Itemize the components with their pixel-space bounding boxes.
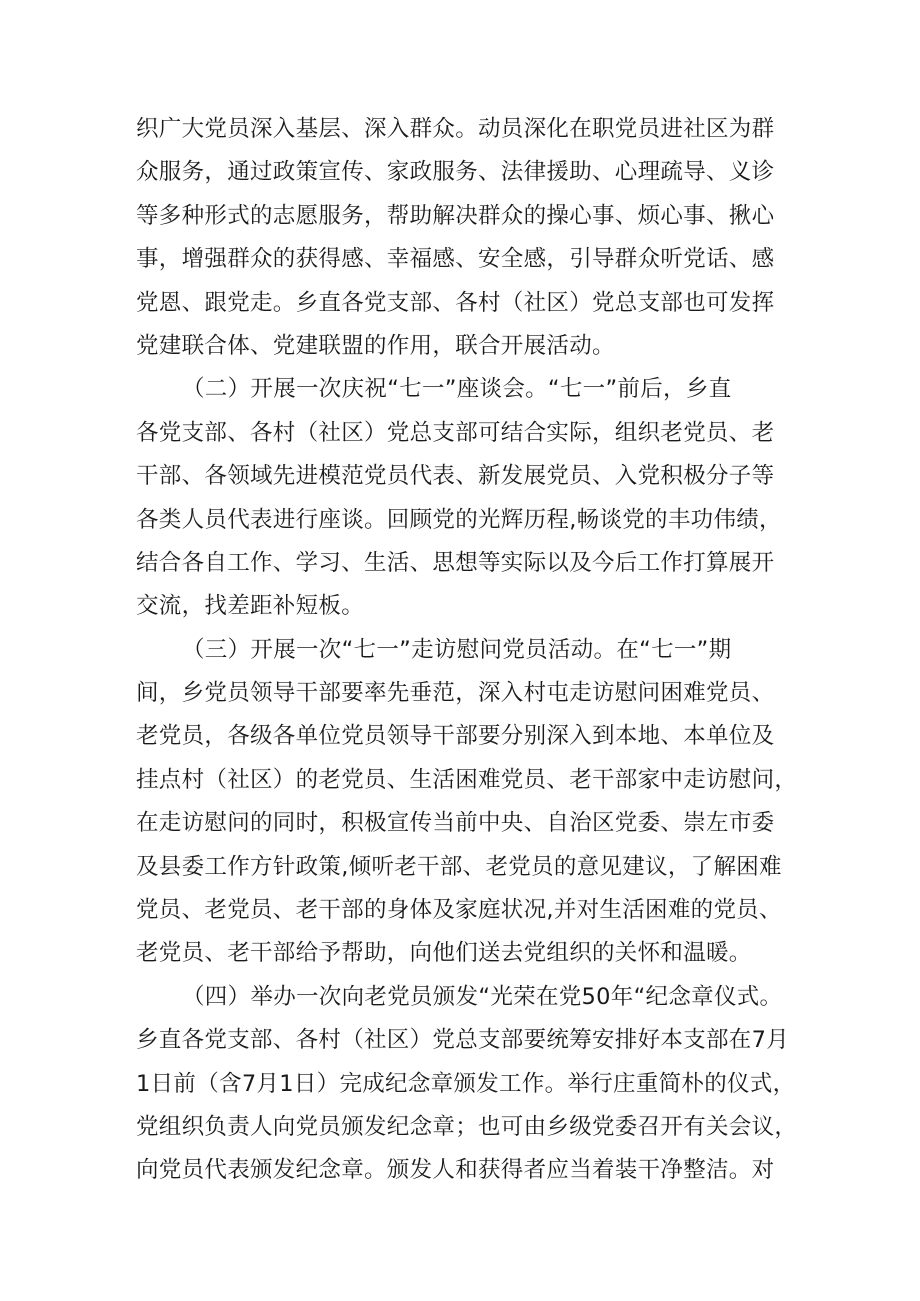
text-line: 党建联合体、党建联盟的作用，联合开展活动。 [136,332,615,359]
text-line: 各党支部、各村（社区）党总支部可结合实际，组织老党员、老 [136,419,775,446]
document-body [136,108,796,1193]
text-line: 众服务，通过政策宣传、家政服务、法律援助、心理疏导、义诊 [136,159,775,186]
text-line: 交流，找差距补短板。 [136,593,365,620]
section-heading-line: （四）举办一次向老党员颁发“光荣在党50年“纪念章仪式。 [182,983,783,1010]
text-line: 干部、各领域先进模范党员代表、新发展党员、入党积极分子等 [136,463,775,490]
text-line: 党组织负责人向党员颁发纪念章；也可由乡级党委召开有关会议， [136,1113,798,1140]
text-line: 向党员代表颁发纪念章。颁发人和获得者应当着装干净整洁。对 [136,1157,775,1184]
text-line: 1日前（含7月1日）完成纪念章颁发工作。举行庄重简朴的仪式， [136,1070,796,1097]
text-line: 织广大党员深入基层、深入群众。动员深化在职党员进社区为群 [136,116,775,142]
text-line: 挂点村（社区）的老党员、生活困难党员、老干部家中走访慰问， [136,766,798,793]
text-line: 老党员，各级各单位党员领导干部要分别深入到本地、本单位及 [136,723,775,750]
text-line: 间，乡党员领导干部要率先垂范，深入村屯走访慰问困难党员、 [136,680,775,707]
section-heading-line: （二）开展一次庆祝“七一”座谈会。“七一”前后，乡直 [182,376,732,403]
text-line: 老党员、老干部给予帮助，向他们送去党组织的关怀和温暖。 [136,940,752,967]
text-line: 党恩、跟党走。乡直各党支部、各村（社区）党总支部也可发挥 [136,289,775,316]
text-line: 事，增强群众的获得感、幸福感、安全感，引导群众听党话、感 [136,246,775,273]
section-heading-line: （三）开展一次“七一”走访慰问党员活动。在“七一”期 [182,636,732,663]
text-line: 在走访慰问的同时，积极宣传当前中央、自治区党委、崇左市委 [136,810,775,837]
text-line: 乡直各党支部、各村（社区）党总支部要统筹安排好本支部在7月 [136,1027,790,1054]
text-line: 结合各自工作、学习、生活、思想等实际以及今后工作打算展开 [136,549,775,576]
text-line: 及县委工作方针政策,倾听老干部、老党员的意见建议，了解困难 [136,853,782,880]
text-line: 党员、老党员、老干部的身体及家庭状况,并对生活困难的党员、 [136,897,782,924]
text-line: 各类人员代表进行座谈。回顾党的光辉历程,畅谈党的丰功伟绩， [136,506,782,533]
text-line: 等多种形式的志愿服务，帮助解决群众的操心事、烦心事、揪心 [136,202,775,229]
